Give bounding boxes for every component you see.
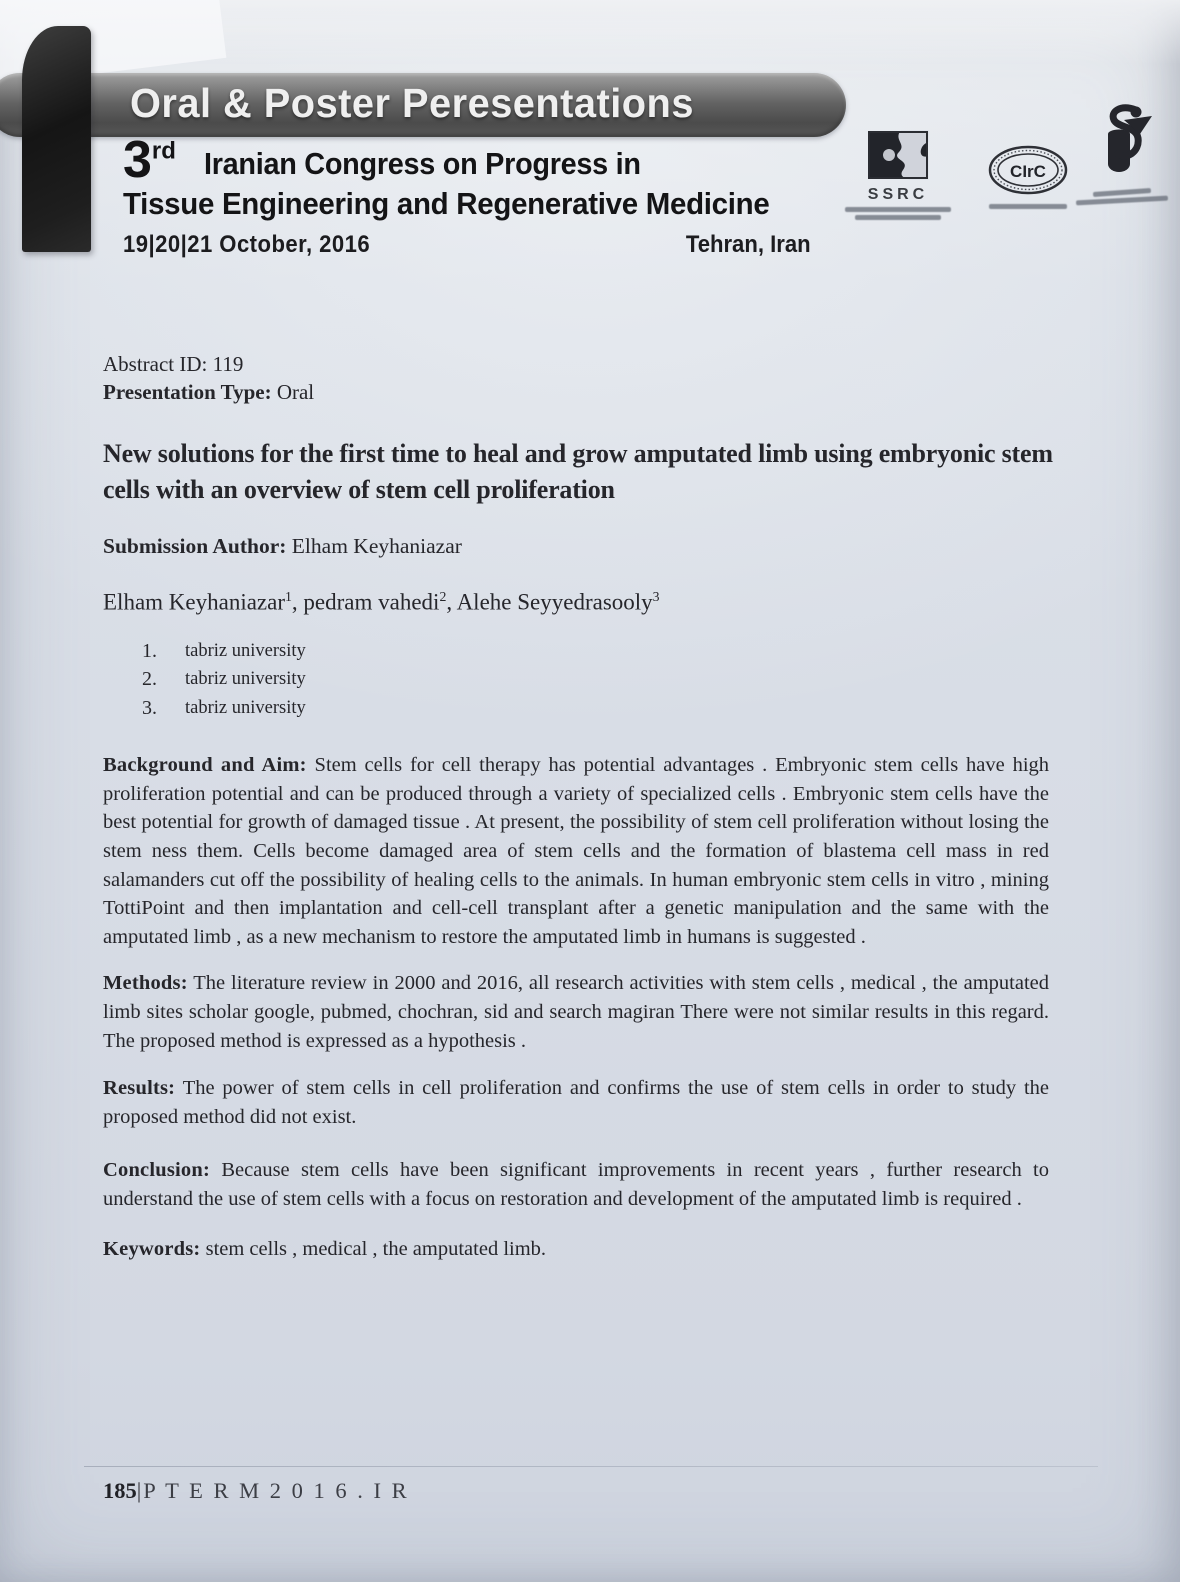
affiliation-name: tabriz university (185, 697, 306, 718)
emblem-caption-line2 (1076, 196, 1168, 206)
ssrc-logo (843, 130, 953, 220)
banner-title: Oral & Poster Peresentations (130, 80, 694, 126)
presentation-type-label: Presentation Type: (103, 380, 272, 404)
affiliation-name: tabriz university (185, 640, 306, 661)
section-banner (0, 73, 846, 137)
page-footer (103, 1478, 409, 1504)
svg-text:CIrC: CIrC (1010, 162, 1046, 181)
congress-title-line1: Iranian Congress on Progress in (203, 146, 641, 181)
submission-author-label: Submission Author: (103, 534, 287, 558)
page-number: 185 (103, 1478, 137, 1503)
congress-ordinal (123, 131, 176, 189)
pharmacy-swan-icon (1090, 104, 1154, 182)
author-affiliation-mark: 2 (439, 589, 447, 604)
section-heading: Results: (103, 1077, 176, 1100)
affiliation-number: 1. (142, 639, 157, 662)
affiliations-list (103, 637, 1049, 723)
section-heading: Methods: (103, 972, 188, 995)
footer-rule (84, 1466, 1098, 1467)
section-methods (103, 969, 1049, 1055)
ordinal-number: 3 (123, 131, 152, 189)
affiliation-item (142, 637, 1049, 666)
circ-seal-icon (987, 144, 1069, 196)
section-heading: Keywords: (103, 1238, 201, 1261)
abstract-id-label: Abstract ID: (103, 352, 208, 376)
ssrc-caption-line2 (855, 215, 941, 220)
abstract-title: New solutions for the first time to heal and grow amputated limb using embryonic stem cells with an overview of stem cell proliferation (103, 439, 1053, 504)
circ-caption-line (989, 204, 1067, 209)
footer-divider: | (136, 1478, 142, 1503)
author-name: , pedram vahedi (291, 589, 440, 615)
section-results (103, 1074, 1049, 1131)
section-text: The literature review in 2000 and 2016, all research activities with stem cells , medical , the amputated limb sites scholar google, pubmed, chochran, sid and search magiran There were not similar results in this regard. The proposed method is expressed as a hypothesis . (103, 972, 1050, 1052)
author-affiliation-mark: 1 (285, 589, 292, 604)
section-text: stem cells , medical , the amputated limb. (205, 1238, 547, 1261)
section-keywords (103, 1235, 1049, 1264)
ssrc-label: SSRC (867, 186, 929, 203)
affiliation-number: 3. (142, 696, 157, 719)
congress-title-line2: Tissue Engineering and Regenerative Medicine (123, 186, 770, 221)
affiliation-item (142, 694, 1049, 723)
congress-heading (123, 131, 823, 259)
section-text: The power of stem cells in cell proliferation and confirms the use of stem cells in order to study the proposed method did not exist. (103, 1077, 1049, 1128)
ssrc-caption-line1 (845, 207, 951, 212)
bookmark-tab (22, 26, 91, 252)
authors-line (103, 589, 1049, 616)
university-emblem-logo (1072, 104, 1172, 203)
abstract-id-line (103, 350, 1049, 378)
affiliation-number: 2. (142, 668, 157, 691)
ordinal-suffix: rd (151, 137, 176, 165)
affiliation-name: tabriz university (185, 669, 306, 690)
affiliation-item (142, 665, 1049, 694)
section-heading: Background and Aim: (103, 754, 307, 777)
circ-logo (985, 144, 1071, 209)
section-conclusion (103, 1156, 1049, 1213)
scan-edge-highlight (0, 0, 1180, 64)
ssrc-puzzle-icon (867, 130, 929, 180)
footer-site-text: P T E R M 2 0 1 6 . I R (143, 1478, 410, 1503)
abstract-body (103, 350, 1053, 1264)
presentation-type-value: Oral (276, 380, 315, 404)
congress-location: Tehran, Iran (686, 231, 811, 258)
section-heading: Conclusion: (103, 1159, 211, 1182)
emblem-caption-line1 (1093, 188, 1151, 197)
author-affiliation-mark: 3 (652, 589, 660, 604)
section-background-aim (103, 751, 1049, 951)
congress-dates: 19|20|21 October, 2016 (123, 231, 371, 258)
abstract-id-value: 119 (212, 352, 244, 376)
submission-author-name: Elham Keyhaniazar (291, 534, 462, 558)
author-name: Elham Keyhaniazar (103, 589, 285, 615)
section-text: Because stem cells have been significant improvements in recent years , further research to understand the use of stem cells with a focus on restoration and development of the amputated limb is required . (103, 1159, 1049, 1210)
author-name: , Alehe Seyyedrasooly (446, 589, 653, 615)
submission-author-line (103, 534, 1049, 559)
section-text: Stem cells for cell therapy has potential advantages . Embryonic stem cells have high proliferation potential and can be produced through a variety of specialized cells . Embryonic stem cells have the best potential for growth of damaged tissue . At present, the possibility of stem cell proliferation without losing the stem ness them. Cells become damaged area of stem cells and the formation of blastema cell mass in red salamanders cut off the possibility of healing cells to the animals. In human embryonic stem cells in vitro , mining TottiPoint and then implantation and cell-cell transplant after a genetic manipulation and the same with the amputated limb , as a new mechanism to restore the amputated limb in humans is suggested . (103, 754, 1050, 948)
presentation-type-line (103, 378, 1049, 406)
